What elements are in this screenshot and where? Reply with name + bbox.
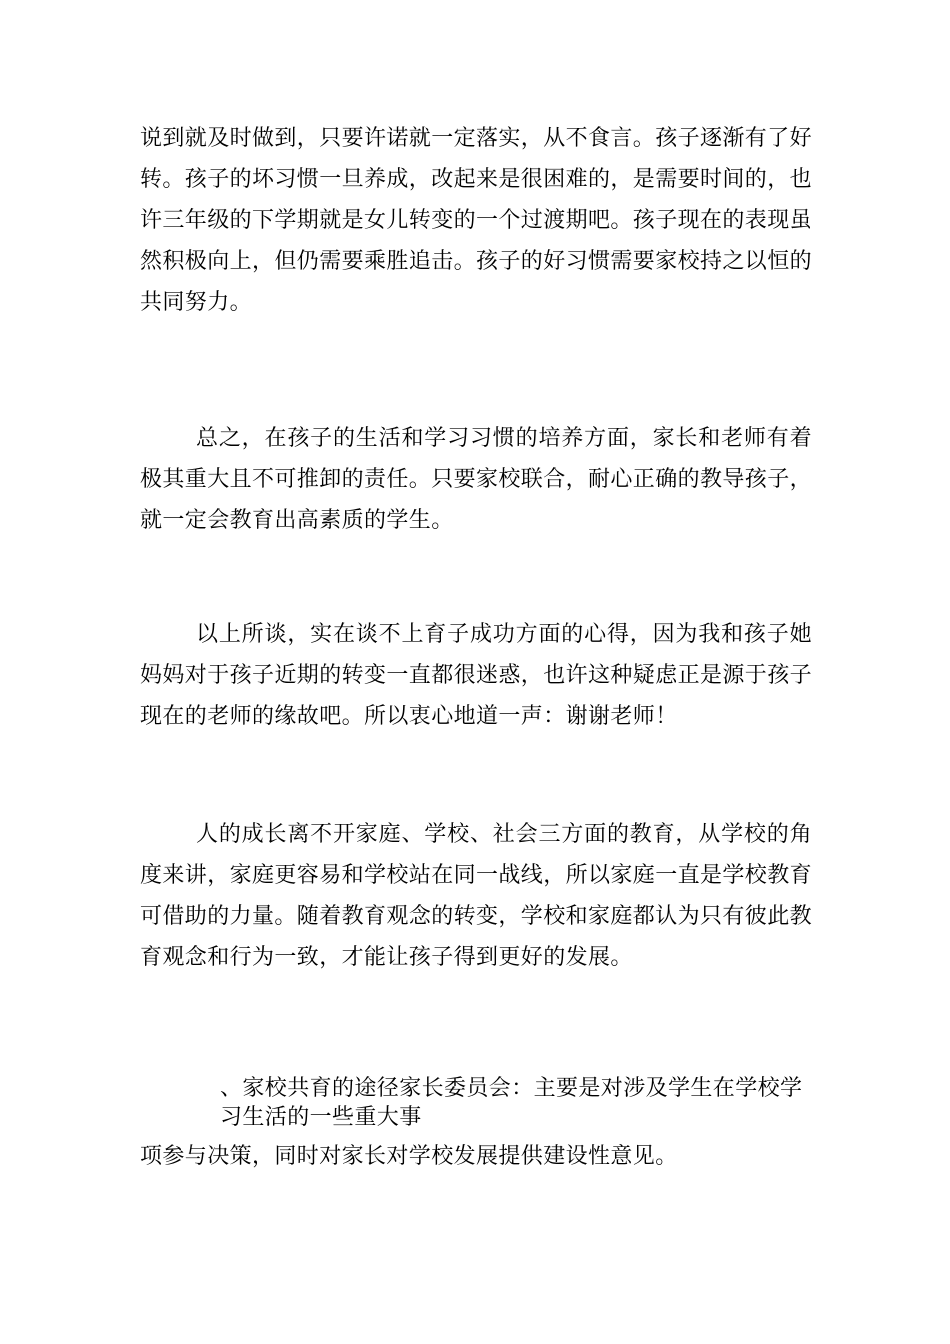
list-item-parent-committee: 、家校共育的途径家长委员会：主要是对涉及学生在学校学习生活的一些重大事 (220, 1076, 803, 1130)
list-item-continuation: 项参与决策，同时对家长对学校发展提供建设性意见。 (140, 1144, 678, 1169)
paragraph-growth: 人的成长离不开家庭、学校、社会三方面的教育，从学校的角度来讲，家庭更容易和学校站在同一战线，所以家庭一直是学校教育可借助的力量。随着教育观念的转变，学校和家庭都认为只有彼此教育观念和行为一致，才能让孩子得到更好的发展。 (140, 822, 813, 970)
paragraph-thanks: 以上所谈，实在谈不上育子成功方面的心得，因为我和孩子她妈妈对于孩子近期的转变一直都很迷惑，也许这种疑虑正是源于孩子现在的老师的缘故吧。所以衷心地道一声：谢谢老师！ (140, 622, 813, 729)
paragraph-summary: 总之，在孩子的生活和学习习惯的培养方面，家长和老师有着极其重大且不可推卸的责任。只要家校联合，耐心正确的教导孩子，就一定会教育出高素质的学生。 (140, 426, 813, 533)
paragraph-continuation: 说到就及时做到，只要许诺就一定落实，从不食言。孩子逐渐有了好转。孩子的坏习惯一旦养成，改起来是很困难的，是需要时间的，也许三年级的下学期就是女儿转变的一个过渡期吧。孩子现在的表现虽然积极向上，但仍需要乘胜追击。孩子的好习惯需要家校持之以恒的共同努力。 (140, 126, 813, 315)
